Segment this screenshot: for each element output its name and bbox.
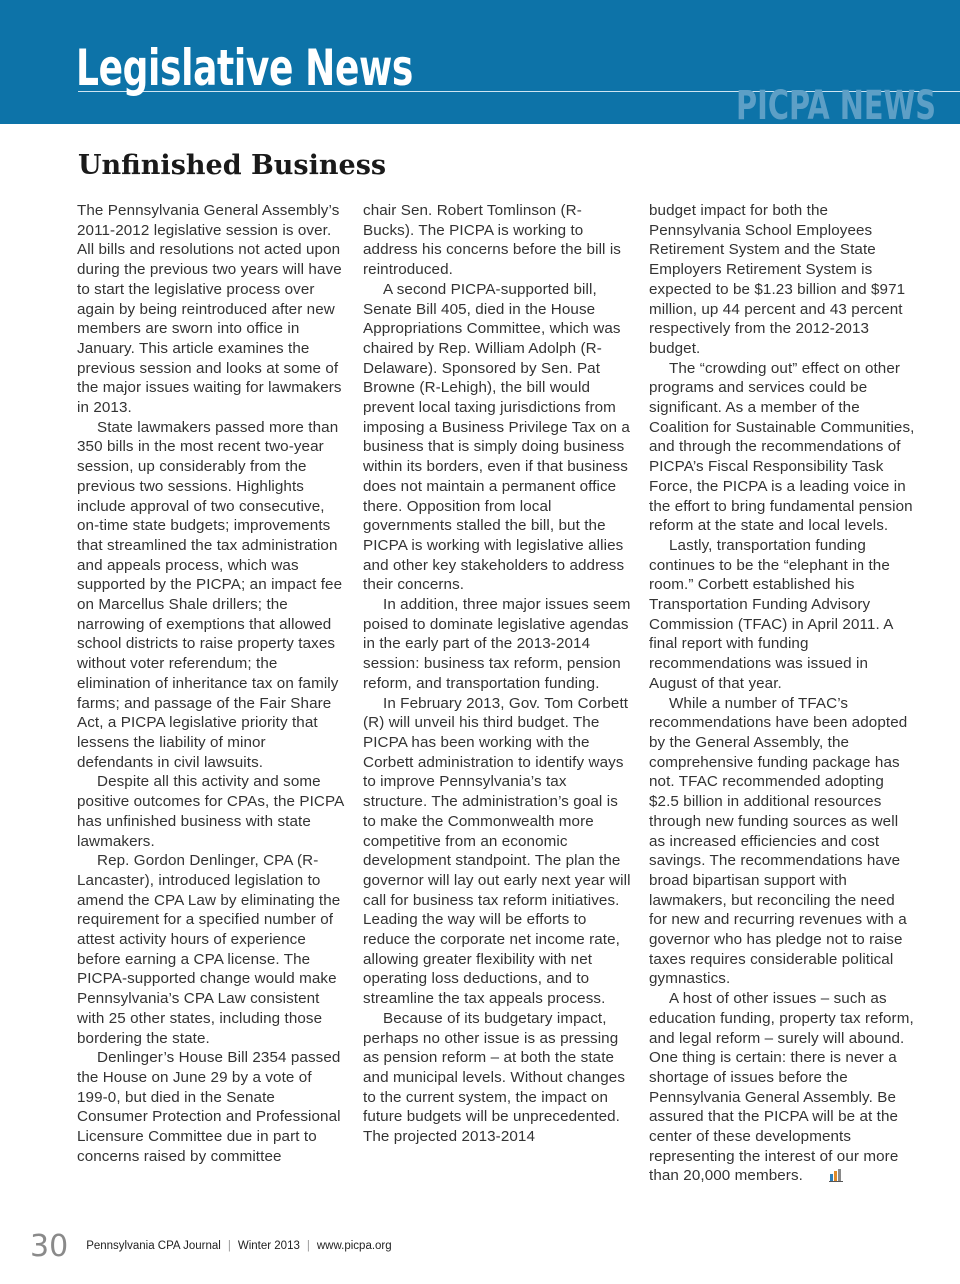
article-column-2 — [363, 201, 631, 1147]
page-footer — [30, 1226, 392, 1266]
paragraph: Because of its budgetary impact, perhaps no other issue is as pressing as pension reform – at both the state and municipal levels. Without changes to the current system, the impact on future budgets will be unprecedented. The projected 2013-2014 — [363, 1009, 626, 1146]
paragraph: The “crowding out” effect on other programs and services could be significant. As a member of the Coalition for Sustainable Communities, and through the recommendations of PICPA’s Fiscal Responsibility Task Force, the PICPA is a leading voice in the effort to bring fundamental pension reform at the state and local levels. — [649, 359, 915, 535]
paragraph: A second PICPA-supported bill, Senate Bill 405, died in the House Appropriations Committee, which was chaired by Rep. William Adolph (R-Delaware). Sponsored by Sen. Pat Browne (R-Lehigh), the bill would prevent local taxing jurisdictions from imposing a Business Privilege Tax on a business that is simply doing business within its borders, even if that business does not maintain a permanent office there. Opposition from local governments stalled the bill, but the PICPA is working with legislative allies and other key stakeholders to address their concerns. — [363, 280, 630, 594]
article-column-3 — [649, 201, 917, 1186]
paragraph: Rep. Gordon Denlinger, CPA (R-Lancaster), introduced legislation to amend the CPA Law by eliminating the requirement for a specified number of attest activity hours of experience before earning a CPA license. The PICPA-supported change would make Pennsylvania’s CPA Law consistent with 25 other states, including those bordering the state. — [77, 852, 341, 1047]
article-headline: Unfinished Business — [78, 150, 387, 181]
footer-separator: | — [227, 1240, 231, 1252]
footer-url[interactable]: www.picpa.org — [316, 1240, 392, 1252]
footer-publication: Pennsylvania CPA Journal — [86, 1240, 221, 1252]
paragraph: chair Sen. Robert Tomlinson (R-Bucks). The PICPA is working to address his concerns before the bill is reintroduced. — [363, 202, 622, 279]
paragraph: Lastly, transportation funding continues to be the “elephant in the room.” Corbett established his Transportation Funding Advisory Commission (TFAC) in April 2011. A final report with funding recommendations was issued in August of that year. — [649, 536, 893, 692]
paragraph: While a number of TFAC’s recommendations have been adopted by the General Assembly, the comprehensive funding package has not. TFAC recommended adopting $2.5 billion in additional resources through new funding sources as well as increased efficiencies and cost savings. The recommendations have broad bipartisan support with lawmakers, but reconciling the need for new and recurring revenues with a governor who has pledge not to raise taxes requires considerable political gymnastics. — [649, 694, 908, 988]
end-mark-icon — [809, 1168, 823, 1182]
paragraph: Denlinger’s House Bill 2354 passed the House on June 29 by a vote of 199-0, but died in the Senate Consumer Protection and Professional Licensure Committee due in part to concerns raised by committee — [77, 1049, 341, 1165]
paragraph: In February 2013, Gov. Tom Corbett (R) will unveil his third budget. The PICPA has been working with the Corbett administration to identify ways to improve Pennsylvania’s tax structure. The administration’s goal is to make the Commonwealth more competitive from an economic development standpoint. The plan the governor will lay out early next year will call for business tax reform initiatives. Leading the way will be efforts to reduce the corporate net income rate, allowing greater flexibility with net operating loss deductions, and to streamline the tax appeals process. — [363, 694, 631, 1008]
paragraph-text: A host of other issues – such as education funding, property tax reform, and legal reform – surely will abound. One thing is certain: there is never a shortage of issues before the Pennsylvania General Assembly. Be assured that the PICPA will be at the center of these developments representing the interest of our more than 20,000 members. — [649, 990, 914, 1185]
paragraph: Despite all this activity and some positive outcomes for CPAs, the PICPA has unfinished business with state lawmakers. — [77, 773, 344, 850]
paragraph: The Pennsylvania General Assembly’s 2011-2012 legislative session is over. All bills and resolutions not acted upon during the previous two years will have to start the legislative process over again by being reintroduced after new members are sworn into office in January. This article examines the previous session and looks at some of the major issues waiting for lawmakers in 2013. — [77, 202, 342, 417]
paragraph: budget impact for both the Pennsylvania School Employees Retirement System and the State Employers Retirement System is expected to be $1.23 billion and $971 million, up 44 percent and 43 percent respectively from the 2012-2013 budget. — [649, 202, 906, 357]
paragraph: In addition, three major issues seem poised to dominate legislative agendas in the early part of the 2013-2014 session: business tax reform, pension reform, and transportation funding. — [363, 596, 631, 692]
footer-issue: Winter 2013 — [237, 1240, 300, 1252]
page-number: 30 — [30, 1228, 69, 1264]
article-column-1 — [77, 201, 345, 1166]
paragraph-last — [649, 989, 917, 1186]
brand-wordmark: PICPA NEWS — [736, 83, 937, 129]
section-title: Legislative News — [76, 39, 413, 97]
paragraph: State lawmakers passed more than 350 bills in the most recent two-year session, up considerably from the previous two sessions. Highlights include approval of two consecutive, on-time state budgets; improvements that streamlined the tax administration and appeals process, which was supported by the PICPA; an impact fee on Marcellus Shale drillers; the narrowing of exemptions that allowed school districts to raise property taxes without voter referendum; the elimination of inheritance tax on family farms; and passage of the Fair Share Act, a PICPA legislative priority that lessens the liability of minor defendants in civil lawsuits. — [77, 418, 343, 771]
footer-separator: | — [306, 1240, 310, 1252]
